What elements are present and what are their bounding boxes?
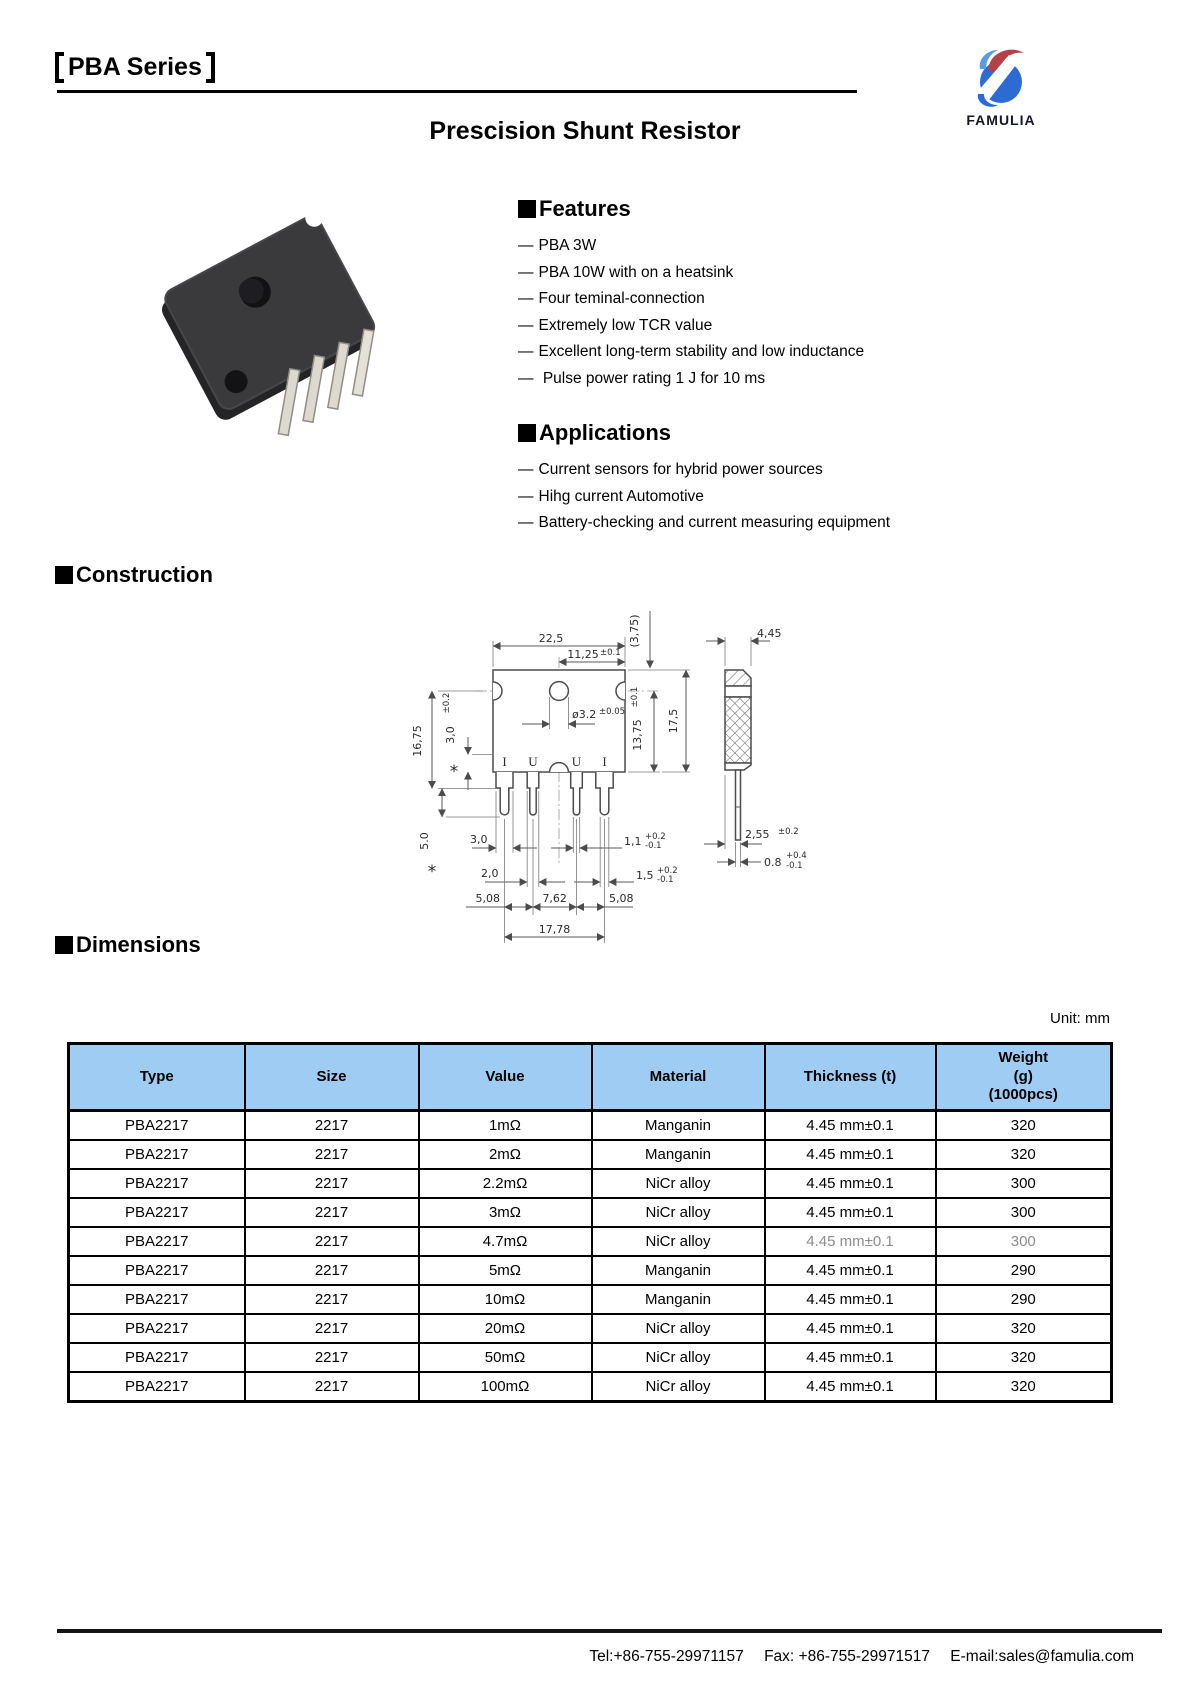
table-cell: 4.45 mm±0.1 bbox=[765, 1314, 936, 1343]
pin-label-current-2: I bbox=[602, 754, 607, 769]
table-cell: 50mΩ bbox=[419, 1343, 592, 1372]
table-cell: PBA2217 bbox=[69, 1285, 245, 1314]
list-item-text: Excellent long-term stability and low inductance bbox=[538, 343, 865, 360]
dash-bullet-icon: — bbox=[518, 343, 534, 360]
table-cell: PBA2217 bbox=[69, 1111, 245, 1141]
series-title: PBA Series bbox=[68, 53, 202, 81]
section-marker-icon bbox=[518, 200, 536, 218]
dim-inset bbox=[442, 693, 492, 790]
pin-label-current-1: I bbox=[502, 754, 507, 769]
dim-height-right bbox=[628, 687, 660, 772]
dim-side-thickness bbox=[704, 775, 799, 867]
table-cell: PBA2217 bbox=[69, 1169, 245, 1198]
dim-label-inner-pin: 2,0 bbox=[481, 867, 499, 880]
dim-label-5-0: 5.0 bbox=[418, 832, 431, 850]
dim-ref-375 bbox=[628, 611, 650, 668]
dim-label-11-25: 11,25 bbox=[567, 648, 599, 661]
dim-label-13-75: 13,75 bbox=[631, 719, 644, 751]
list-item-text: Four teminal-connection bbox=[538, 290, 705, 307]
table-cell: 3mΩ bbox=[419, 1198, 592, 1227]
table-cell: 4.45 mm±0.1 bbox=[765, 1140, 936, 1169]
dim-label-pitch-a: 5,08 bbox=[475, 892, 500, 905]
famulia-logo-icon bbox=[960, 44, 1042, 115]
table-cell: NiCr alloy bbox=[592, 1372, 765, 1402]
table-cell: 4.45 mm±0.1 bbox=[765, 1227, 936, 1256]
table-cell: 320 bbox=[936, 1111, 1112, 1141]
features-heading bbox=[518, 196, 988, 222]
applications-heading bbox=[518, 420, 998, 446]
dash-bullet-icon: — bbox=[518, 237, 534, 254]
dim-label-outer-lead: 1,5 bbox=[636, 869, 654, 882]
table-row bbox=[69, 1372, 1112, 1402]
table-cell: 4.45 mm±0.1 bbox=[765, 1256, 936, 1285]
table-cell: 4.45 mm±0.1 bbox=[765, 1198, 936, 1227]
list-item-text: Hihg current Automotive bbox=[538, 487, 704, 505]
dim-label-inner-lead-dn: -0.1 bbox=[645, 841, 662, 851]
dim-label-3-0-tol: ±0.2 bbox=[442, 692, 452, 714]
dim-label-0-8-dn: -0.1 bbox=[786, 861, 803, 871]
dimensions-heading bbox=[55, 932, 201, 958]
table-cell: NiCr alloy bbox=[592, 1227, 765, 1256]
dim-label-17-5: 17,5 bbox=[667, 708, 680, 734]
table-row bbox=[69, 1111, 1112, 1141]
table-cell: 2217 bbox=[245, 1256, 419, 1285]
table-row bbox=[69, 1285, 1112, 1314]
table-cell: 290 bbox=[936, 1285, 1112, 1314]
dash-bullet-icon: — bbox=[518, 461, 534, 478]
table-row bbox=[69, 1169, 1112, 1198]
col-header-weight: Weight (g) (1000pcs) bbox=[936, 1044, 1112, 1111]
table-cell: 4.45 mm±0.1 bbox=[765, 1343, 936, 1372]
list-item-text: PBA 3W bbox=[538, 237, 597, 254]
list-item-text: PBA 10W with on a heatsink bbox=[538, 263, 734, 281]
footer-fax: Fax: +86-755-29971517 bbox=[764, 1648, 930, 1665]
dimensions-table-body bbox=[69, 1111, 1112, 1402]
table-row bbox=[69, 1198, 1112, 1227]
list-item-text: Extremely low TCR value bbox=[538, 316, 713, 334]
dim-label-11-25-tol: ±0.1 bbox=[600, 648, 621, 658]
dim-label-pitch-b: 7,62 bbox=[542, 892, 567, 905]
header-rule bbox=[57, 90, 857, 93]
table-cell: 4.45 mm±0.1 bbox=[765, 1169, 936, 1198]
table-cell: PBA2217 bbox=[69, 1256, 245, 1285]
col-header-thickness: Thickness (t) bbox=[765, 1044, 936, 1111]
table-cell: 2217 bbox=[245, 1198, 419, 1227]
dim-label-0-8-up: +0.4 bbox=[786, 851, 807, 861]
dim-label-22-5: 22,5 bbox=[538, 632, 564, 645]
section-marker-icon bbox=[55, 936, 73, 954]
table-cell: NiCr alloy bbox=[592, 1343, 765, 1372]
dash-bullet-icon: — bbox=[518, 263, 534, 281]
applications-list bbox=[518, 457, 998, 537]
table-cell: 20mΩ bbox=[419, 1314, 592, 1343]
dim-pin-pitch bbox=[466, 819, 634, 943]
dim-label-3-75: (3,75) bbox=[628, 614, 641, 648]
dim-label-3-0: 3,0 bbox=[444, 726, 457, 744]
table-cell: 1mΩ bbox=[419, 1111, 592, 1141]
table-cell: 2217 bbox=[245, 1285, 419, 1314]
table-cell: 2217 bbox=[245, 1227, 419, 1256]
list-item bbox=[518, 484, 998, 511]
table-cell: 320 bbox=[936, 1314, 1112, 1343]
table-cell: 300 bbox=[936, 1169, 1112, 1198]
asterisk-mark: * bbox=[449, 762, 459, 782]
table-cell: Manganin bbox=[592, 1140, 765, 1169]
features-heading-text: Features bbox=[539, 196, 631, 221]
table-row bbox=[69, 1227, 1112, 1256]
table-cell: 320 bbox=[936, 1343, 1112, 1372]
construction-drawing bbox=[388, 545, 818, 960]
table-cell: 100mΩ bbox=[419, 1372, 592, 1402]
lenticular-bracket-right-icon bbox=[206, 52, 215, 83]
list-item bbox=[518, 457, 998, 484]
table-cell: 2217 bbox=[245, 1140, 419, 1169]
footer-email: E-mail:sales@famulia.com bbox=[950, 1648, 1134, 1665]
table-cell: PBA2217 bbox=[69, 1227, 245, 1256]
table-row bbox=[69, 1140, 1112, 1169]
dim-label-outer-lead-up: +0.2 bbox=[657, 866, 678, 876]
table-cell: PBA2217 bbox=[69, 1343, 245, 1372]
features-section bbox=[518, 196, 988, 392]
unit-note: Unit: mm bbox=[1050, 1010, 1110, 1027]
dim-label-13-75-tol: ±0.1 bbox=[630, 686, 640, 708]
dimensions-table-header bbox=[69, 1044, 1112, 1111]
col-header-type: Type bbox=[69, 1044, 245, 1111]
features-list bbox=[518, 233, 988, 392]
list-item bbox=[518, 366, 988, 393]
table-cell: Manganin bbox=[592, 1285, 765, 1314]
table-cell: 300 bbox=[936, 1227, 1112, 1256]
table-cell: 5mΩ bbox=[419, 1256, 592, 1285]
construction-heading-text: Construction bbox=[76, 562, 213, 587]
dash-bullet-icon: — bbox=[518, 316, 534, 334]
dim-half-width bbox=[559, 648, 625, 662]
table-cell: 2217 bbox=[245, 1111, 419, 1141]
applications-section bbox=[518, 420, 998, 537]
brand-name: FAMULIA bbox=[966, 112, 1036, 128]
page-title: Prescision Shunt Resistor bbox=[429, 117, 741, 145]
col-header-size: Size bbox=[245, 1044, 419, 1111]
dimensions-heading-text: Dimensions bbox=[76, 932, 201, 957]
table-cell: 2217 bbox=[245, 1372, 419, 1402]
list-item bbox=[518, 313, 988, 340]
asterisk-mark: * bbox=[427, 862, 437, 882]
resistor-package bbox=[152, 206, 407, 440]
table-cell: NiCr alloy bbox=[592, 1198, 765, 1227]
table-cell: 290 bbox=[936, 1256, 1112, 1285]
dim-label-hole-tol: ±0.05 bbox=[599, 707, 626, 717]
dim-label-0-8: 0.8 bbox=[764, 856, 782, 869]
pin-label-voltage-1: U bbox=[528, 754, 538, 769]
list-item bbox=[518, 233, 988, 260]
table-row bbox=[69, 1343, 1112, 1372]
product-photo bbox=[110, 185, 450, 445]
dim-label-inner-lead: 1,1 bbox=[624, 835, 642, 848]
table-cell: 2mΩ bbox=[419, 1140, 592, 1169]
dim-label-2-55: 2,55 bbox=[745, 828, 770, 841]
dash-bullet-icon: — bbox=[518, 369, 534, 387]
dash-bullet-icon: — bbox=[518, 514, 534, 531]
dim-label-hole: ø3.2 bbox=[572, 708, 597, 721]
footer-rule bbox=[57, 1629, 1162, 1633]
series-heading bbox=[55, 52, 215, 83]
table-cell: 2217 bbox=[245, 1343, 419, 1372]
list-item bbox=[518, 286, 988, 313]
table-cell: NiCr alloy bbox=[592, 1169, 765, 1198]
table-cell: 4.7mΩ bbox=[419, 1227, 592, 1256]
table-cell: 10mΩ bbox=[419, 1285, 592, 1314]
lenticular-bracket-left-icon bbox=[55, 52, 64, 83]
table-cell: 2217 bbox=[245, 1314, 419, 1343]
dim-label-pitch-total: 17,78 bbox=[538, 923, 571, 936]
table-cell: 320 bbox=[936, 1140, 1112, 1169]
side-view bbox=[725, 670, 751, 840]
footer-tel: Tel:+86-755-29971157 bbox=[589, 1648, 744, 1665]
table-cell: 320 bbox=[936, 1372, 1112, 1402]
construction-heading bbox=[55, 562, 213, 588]
dim-label-4-45: 4,45 bbox=[757, 627, 782, 640]
table-cell: Manganin bbox=[592, 1111, 765, 1141]
col-header-material: Material bbox=[592, 1044, 765, 1111]
dimensions-table bbox=[67, 1042, 1113, 1403]
section-marker-icon bbox=[518, 424, 536, 442]
table-cell: 4.45 mm±0.1 bbox=[765, 1111, 936, 1141]
table-cell: NiCr alloy bbox=[592, 1314, 765, 1343]
section-marker-icon bbox=[55, 566, 73, 584]
table-cell: PBA2217 bbox=[69, 1140, 245, 1169]
table-cell: Manganin bbox=[592, 1256, 765, 1285]
dim-label-2-55-tol: ±0.2 bbox=[778, 827, 799, 837]
list-item-text: Pulse power rating 1 J for 10 ms bbox=[538, 369, 766, 387]
list-item-text: Current sensors for hybrid power sources bbox=[538, 461, 823, 478]
table-cell: 300 bbox=[936, 1198, 1112, 1227]
dim-label-16-75: 16,75 bbox=[411, 725, 424, 757]
list-item bbox=[518, 339, 988, 366]
dim-label-pitch-c: 5,08 bbox=[609, 892, 634, 905]
table-row bbox=[69, 1256, 1112, 1285]
table-cell: PBA2217 bbox=[69, 1372, 245, 1402]
list-item-text: Battery-checking and current measuring equipment bbox=[538, 514, 891, 531]
table-cell: 2.2mΩ bbox=[419, 1169, 592, 1198]
footer-contact bbox=[0, 1648, 1134, 1666]
table-cell: 4.45 mm±0.1 bbox=[765, 1372, 936, 1402]
applications-heading-text: Applications bbox=[539, 420, 672, 445]
col-header-value: Value bbox=[419, 1044, 592, 1111]
list-item bbox=[518, 510, 998, 537]
pin-label-voltage-2: U bbox=[571, 754, 582, 769]
dash-bullet-icon: — bbox=[518, 487, 534, 505]
dim-label-outer-pin: 3,0 bbox=[470, 833, 488, 846]
dash-bullet-icon: — bbox=[518, 290, 534, 307]
dim-label-inner-lead-up: +0.2 bbox=[645, 832, 666, 842]
table-row bbox=[69, 1314, 1112, 1343]
dim-label-outer-lead-dn: -0.1 bbox=[657, 875, 674, 885]
list-item bbox=[518, 260, 988, 287]
dim-lead-thickness bbox=[717, 842, 807, 871]
table-cell: PBA2217 bbox=[69, 1198, 245, 1227]
table-cell: PBA2217 bbox=[69, 1314, 245, 1343]
table-cell: 2217 bbox=[245, 1169, 419, 1198]
dim-side-width bbox=[706, 627, 782, 666]
table-cell: 4.45 mm±0.1 bbox=[765, 1285, 936, 1314]
